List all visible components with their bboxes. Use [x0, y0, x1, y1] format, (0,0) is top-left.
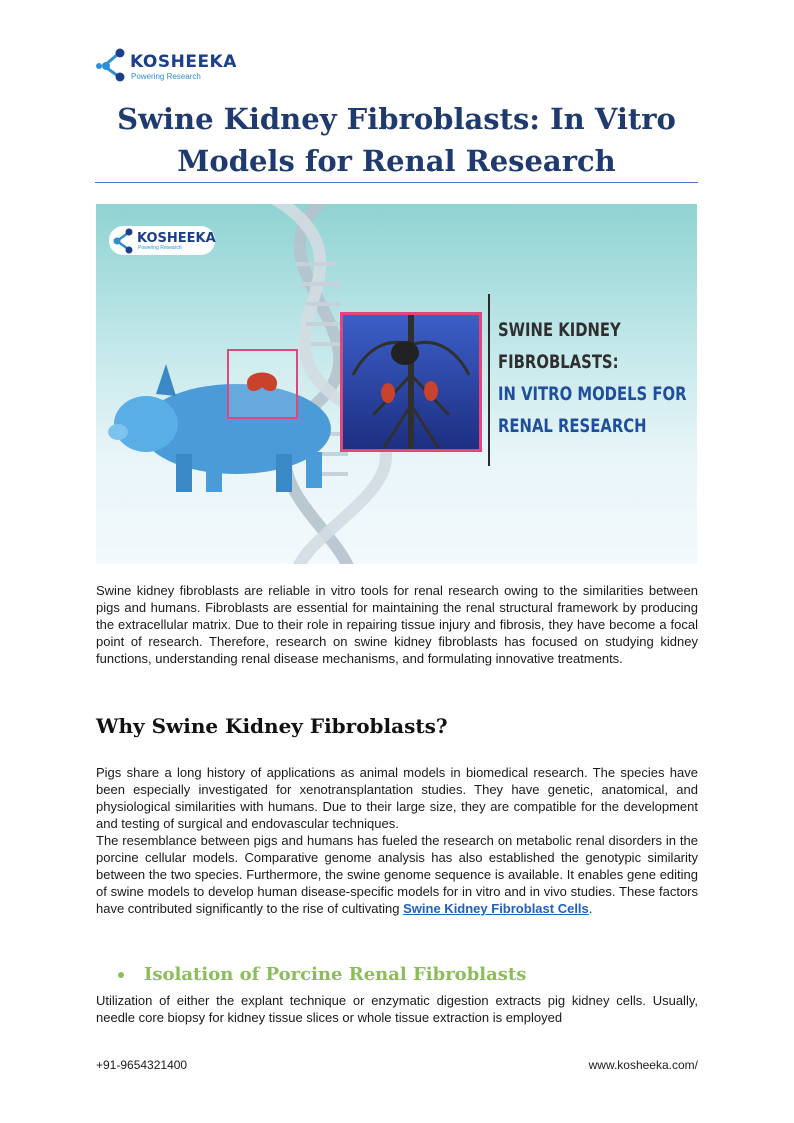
isolation-heading-row [118, 964, 526, 985]
section1-paragraph-2-end: . [588, 901, 593, 916]
banner-logo-wordmark: KOSHEEKA [137, 231, 216, 246]
swine-kidney-fibroblast-cells-link[interactable]: Swine Kidney Fibroblast Cells [403, 901, 589, 916]
pig-kidney-highlight [227, 349, 298, 419]
banner-heading-line: RENAL RESEARCH [498, 415, 647, 437]
title-divider [95, 182, 698, 183]
logo-wordmark: KOSHEEKA [130, 52, 237, 72]
section1-paragraph-2 [96, 832, 698, 917]
molecule-logo-icon [96, 46, 130, 84]
hero-banner-image [96, 204, 697, 564]
banner-heading [498, 314, 687, 442]
banner-heading-line: FIBROBLASTS: [498, 351, 619, 373]
banner-logo-tagline: Powering Research [138, 245, 182, 251]
circulatory-system-panel [340, 312, 482, 452]
kidney-icon [229, 351, 296, 417]
intro-paragraph: Swine kidney fibroblasts are reliable in vitro tools for renal research owing to the similarities between pigs and humans. Fibroblasts are essential for maintaining the renal structural framework by producing the extracellular matrix. Due to their role in repairing tissue injury and fibrosis, they have become a focal point of research. Therefore, research on swine kidney fibroblasts has focused on studying kidney functions, understanding renal disease mechanisms, and formulating innovative treatments. [96, 583, 698, 666]
banner-heading-line: IN VITRO MODELS FOR [498, 383, 687, 405]
logo-tagline: Powering Research [131, 72, 201, 81]
page-title: Swine Kidney Fibroblasts: In Vitro Models for Renal Research [117, 102, 676, 178]
section1-paragraph-2-text: The resemblance between pigs and humans has fueled the research on metabolic renal disorders in the porcine cellular models. Comparative genome analysis has also established the genotypic similarity between the two species. Furthermore, the swine genome sequence is available. It enables gene editing of swine models to develop human disease-specific models for in vitro and in vivo studies. These factors have contributed significantly to the rise of cultivating [96, 833, 698, 916]
section1-paragraph-1: Pigs share a long history of applications as animal models in biomedical research. The species have been especially investigated for xenotransplantation studies. They have genetic, anatomical, and physiological similarities with humans. Due to their large size, they are compatible for the development and testing of surgical and endovascular techniques. [96, 765, 698, 831]
banner-divider [488, 294, 490, 466]
footer-website[interactable]: www.kosheeka.com/ [588, 1058, 698, 1072]
banner-heading-line: SWINE KIDNEY [498, 319, 621, 341]
section2-paragraph: Utilization of either the explant technique or enzymatic digestion extracts pig kidney cells. Usually, needle core biopsy for kidney tissue slices or whole tissue extraction is employed [96, 993, 698, 1025]
banner-logo [109, 226, 215, 255]
kosheeka-logo[interactable] [96, 46, 256, 84]
molecule-logo-icon [111, 226, 137, 255]
footer-phone: +91-9654321400 [96, 1058, 188, 1072]
heart-vessels-icon [343, 315, 479, 449]
section-heading-isolation: Isolation of Porcine Renal Fibroblasts [144, 964, 527, 985]
bullet-icon [118, 972, 124, 978]
section-heading-why-swine: Why Swine Kidney Fibroblasts? [96, 714, 448, 738]
pig-illustration-icon [106, 354, 346, 494]
